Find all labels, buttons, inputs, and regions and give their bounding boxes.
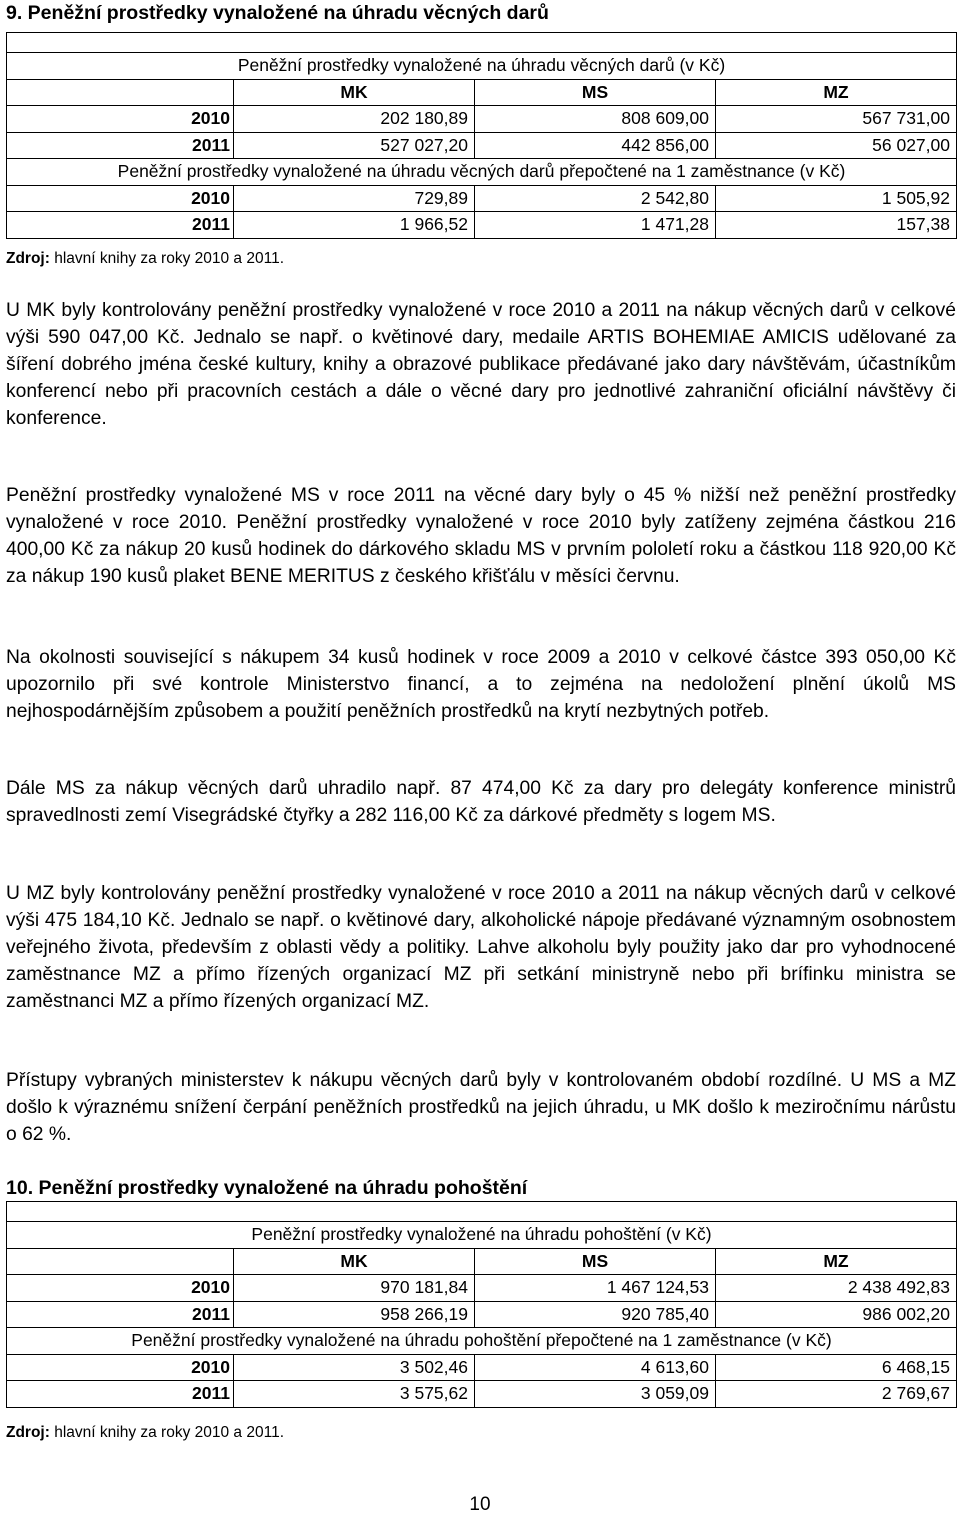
gifts-table bbox=[6, 32, 957, 239]
header-empty-cell bbox=[7, 79, 234, 106]
table-row bbox=[7, 132, 957, 159]
value-cell: 1 966,52 bbox=[234, 212, 475, 239]
table-row bbox=[7, 1381, 957, 1408]
year-cell: 2011 bbox=[7, 212, 234, 239]
value-cell: 2 769,67 bbox=[716, 1381, 957, 1408]
table-subtitle: Peněžní prostředky vynaložené na úhradu pohoštění přepočtené na 1 zaměstnance (v Kč) bbox=[7, 1328, 957, 1355]
value-cell: 2 542,80 bbox=[475, 185, 716, 212]
table-spacer-row bbox=[7, 1202, 957, 1222]
source-label: Zdroj: bbox=[6, 1424, 50, 1441]
paragraph: U MK byly kontrolovány peněžní prostředky vynaložené v roce 2010 a 2011 na nákup věcných darů v celkové výši 590 047,00 Kč. Jednalo se např. o květinové dary, medaile ARTIS BOHEMIAE AMICIS udělované za šíření dobrého jména české kultury, knihy a obrazové publikace předávané jako dary návštěvám, účastníkům konferencí nebo při pracovních cestách a dále o věcné dary pro jednotlivé zahraniční oficiální návštěvy či konference. bbox=[6, 300, 956, 429]
table-subtitle-row bbox=[7, 1328, 957, 1355]
year-cell: 2011 bbox=[7, 132, 234, 159]
year-cell: 2011 bbox=[7, 1301, 234, 1328]
column-header-ms: MS bbox=[475, 1248, 716, 1275]
paragraph: Přístupy vybraných ministerstev k nákupu věcných darů byly v kontrolovaném období rozdílné. U MS a MZ došlo k výraznému snížení čerpání peněžních prostředků na jejich úhradu, u MK došlo k meziročnímu nárůstu o 62 %. bbox=[6, 1070, 956, 1145]
value-cell: 442 856,00 bbox=[475, 132, 716, 159]
year-cell: 2010 bbox=[7, 185, 234, 212]
value-cell: 3 059,09 bbox=[475, 1381, 716, 1408]
column-header-ms: MS bbox=[475, 79, 716, 106]
year-cell: 2010 bbox=[7, 1275, 234, 1302]
year-cell: 2011 bbox=[7, 1381, 234, 1408]
source-text: hlavní knihy za roky 2010 a 2011. bbox=[54, 1424, 284, 1441]
page-number: 10 bbox=[469, 1494, 491, 1515]
table-source-note bbox=[6, 1424, 284, 1442]
value-cell: 958 266,19 bbox=[234, 1301, 475, 1328]
table-row bbox=[7, 1275, 957, 1302]
paragraph: Peněžní prostředky vynaložené MS v roce 2011 na věcné dary byly o 45 % nižší než peněžní prostředky vynaložené v roce 2010. Peněžní prostředky vynaložené v roce 2010 byly zatíženy zejména částkou 216 400,00 Kč za nákup 20 kusů hodinek do dárkového skladu MS v prvním pololetí roku a částkou 118 920,00 Kč za nákup 190 kusů plaket BENE MERITUS z českého křišťálu v měsíci červnu. bbox=[6, 485, 956, 587]
source-label: Zdroj: bbox=[6, 250, 50, 267]
table-spacer-row bbox=[7, 33, 957, 53]
value-cell: 4 613,60 bbox=[475, 1354, 716, 1381]
table-header-row bbox=[7, 1248, 957, 1275]
year-cell: 2010 bbox=[7, 106, 234, 133]
value-cell: 6 468,15 bbox=[716, 1354, 957, 1381]
value-cell: 970 181,84 bbox=[234, 1275, 475, 1302]
value-cell: 1 471,28 bbox=[475, 212, 716, 239]
value-cell: 157,38 bbox=[716, 212, 957, 239]
value-cell: 808 609,00 bbox=[475, 106, 716, 133]
section-9-heading: 9. Peněžní prostředky vynaložené na úhradu věcných darů bbox=[6, 2, 549, 24]
table-row bbox=[7, 1354, 957, 1381]
value-cell: 202 180,89 bbox=[234, 106, 475, 133]
value-cell: 527 027,20 bbox=[234, 132, 475, 159]
table-title-row bbox=[7, 1222, 957, 1249]
value-cell: 56 027,00 bbox=[716, 132, 957, 159]
value-cell: 1 467 124,53 bbox=[475, 1275, 716, 1302]
paragraph: Dále MS za nákup věcných darů uhradilo např. 87 474,00 Kč za dary pro delegáty konference ministrů spravedlnosti zemí Visegrádské čtyřky a 282 116,00 Kč za dárkové předměty s logem MS. bbox=[6, 778, 956, 826]
value-cell: 3 575,62 bbox=[234, 1381, 475, 1408]
table-row bbox=[7, 106, 957, 133]
header-empty-cell bbox=[7, 1248, 234, 1275]
section-10-heading: 10. Peněžní prostředky vynaložené na úhradu pohoštění bbox=[6, 1177, 528, 1199]
source-text: hlavní knihy za roky 2010 a 2011. bbox=[54, 250, 284, 267]
table-row bbox=[7, 185, 957, 212]
table-subtitle: Peněžní prostředky vynaložené na úhradu věcných darů přepočtené na 1 zaměstnance (v Kč) bbox=[7, 159, 957, 186]
value-cell: 986 002,20 bbox=[716, 1301, 957, 1328]
table-title-row bbox=[7, 53, 957, 80]
column-header-mk: MK bbox=[234, 1248, 475, 1275]
table-row bbox=[7, 1301, 957, 1328]
column-header-mz: MZ bbox=[716, 1248, 957, 1275]
value-cell: 1 505,92 bbox=[716, 185, 957, 212]
column-header-mk: MK bbox=[234, 79, 475, 106]
table-title: Peněžní prostředky vynaložené na úhradu pohoštění (v Kč) bbox=[7, 1222, 957, 1249]
table-source-note bbox=[6, 250, 284, 268]
year-cell: 2010 bbox=[7, 1354, 234, 1381]
paragraph: U MZ byly kontrolovány peněžní prostředky vynaložené v roce 2010 a 2011 na nákup věcných darů v celkové výši 475 184,10 Kč. Jednalo se např. o květinové dary, alkoholické nápoje předávané významným osobnostem veřejného života, především z oblasti vědy a politiky. Lahve alkoholu byly použity jako dar pro vyhodnocené zaměstnance MZ a přímo řízených organizací MZ při setkání ministryně nebo při brífinku ministra se zaměstnanci MZ a přímo řízených organizací MZ. bbox=[6, 883, 956, 1012]
refreshments-table bbox=[6, 1201, 957, 1408]
table-header-row bbox=[7, 79, 957, 106]
value-cell: 567 731,00 bbox=[716, 106, 957, 133]
value-cell: 3 502,46 bbox=[234, 1354, 475, 1381]
table-title: Peněžní prostředky vynaložené na úhradu věcných darů (v Kč) bbox=[7, 53, 957, 80]
value-cell: 2 438 492,83 bbox=[716, 1275, 957, 1302]
paragraph: Na okolnosti související s nákupem 34 kusů hodinek v roce 2009 a 2010 v celkové částce 393 050,00 Kč upozornilo při své kontrole Ministerstvo financí, a to zejména na nedoložení plnění úkolů MS nejhospodárnějším způsobem a použití peněžních prostředků na krytí nezbytných potřeb. bbox=[6, 647, 956, 722]
table-row bbox=[7, 212, 957, 239]
value-cell: 729,89 bbox=[234, 185, 475, 212]
table-subtitle-row bbox=[7, 159, 957, 186]
column-header-mz: MZ bbox=[716, 79, 957, 106]
value-cell: 920 785,40 bbox=[475, 1301, 716, 1328]
